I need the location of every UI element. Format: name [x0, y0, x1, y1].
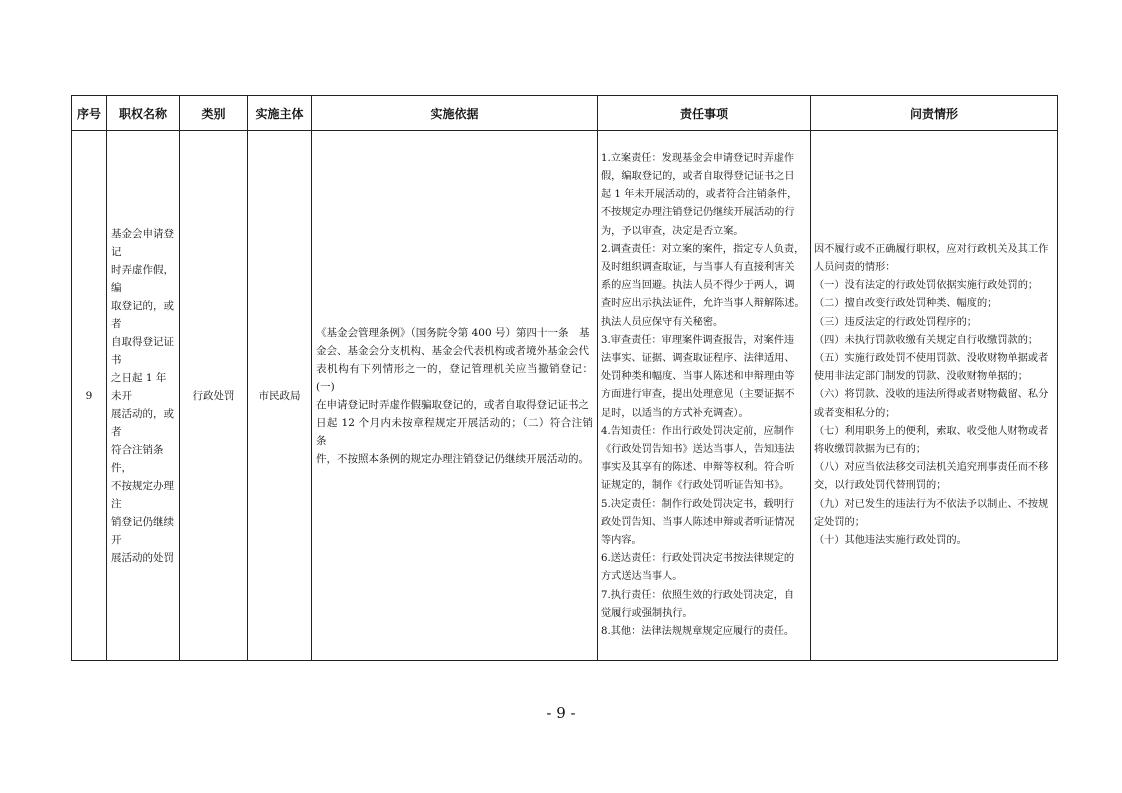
- accountability-line: （十）其他违法实施行政处罚的。: [814, 535, 967, 547]
- accountability-line: 使用非法定部门制发的罚款、没收财物单据的；: [814, 371, 1028, 383]
- duty-line: 觉履行或强制执行。: [601, 607, 693, 619]
- duty-line: 1.立案责任：发现基金会申请登记时弄虚作: [601, 152, 795, 164]
- duty-line: 《行政处罚告知书》送达当事人，告知违法: [601, 444, 795, 455]
- duty-line: 查时应出示执法证件，允许当事人辩解陈述。: [601, 298, 805, 310]
- header-subject: 实施主体: [248, 96, 312, 131]
- duty-line: 政处罚告知、当事人陈述申辩或者听证情况: [601, 516, 795, 528]
- duty-line: 证规定的，制作《行政处罚听证告知书》。: [601, 480, 790, 492]
- power-name-line: 之日起 1 年未开: [111, 371, 167, 402]
- duty-line: 2.调查责任：对立案的案件，指定专人负责，: [601, 243, 805, 255]
- header-basis: 实施依据: [312, 96, 598, 131]
- table-row: [72, 131, 1058, 661]
- header-name: 职权名称: [107, 96, 180, 131]
- power-name-cell: [107, 131, 180, 661]
- duty-line: 等内容。: [601, 535, 642, 547]
- duty-line: 事实及其享有的陈述、申辩等权利。符合听: [601, 462, 795, 474]
- power-name-line: 不按规定办理注: [111, 479, 174, 510]
- duty-line: 方式送达当事人。: [601, 571, 683, 583]
- accountability-line: 将收缴罚款据为已有的；: [814, 444, 927, 455]
- power-name-line: 时弄虚作假，编: [111, 263, 174, 294]
- duty-line: 方面进行审查，提出处理意见（主要证据不: [601, 389, 795, 401]
- accountability-line: （三）违反法定的行政处罚程序的；: [814, 316, 977, 328]
- header-category: 类别: [180, 96, 248, 131]
- header-row: [72, 96, 1058, 131]
- accountability-line: （四）未执行罚款收缴有关规定自行收缴罚款的；: [814, 334, 1039, 346]
- basis-line: 表机构有下列情形之一的，登记管理机关应当撤销登记：(一): [316, 362, 593, 393]
- duty-line: 3.审查责任：审理案件调查报告，对案件违: [601, 334, 795, 346]
- basis-cell: [312, 131, 598, 661]
- power-name-line: 展活动的处罚: [111, 551, 174, 564]
- duty-line: 不按规定办理注销登记仍继续开展活动的行: [601, 207, 795, 219]
- duty-line: 为，予以审查，决定是否立案。: [601, 225, 744, 237]
- accountability-line: （七）利用职务上的便利，索取、收受他人财物或者: [814, 425, 1049, 437]
- accountability-line: 定处罚的；: [814, 516, 865, 528]
- accountability-line: 人员问责的情形：: [814, 261, 896, 273]
- accountability-line: （五）实施行政处罚不使用罚款、没收财物单据或者: [814, 352, 1049, 364]
- duty-line: 8.其他：法律法规规章规定应履行的责任。: [601, 626, 795, 638]
- accountability-line: （八）对应当依法移交司法机关追究刑事责任而不移: [814, 462, 1049, 474]
- accountability-line: 交，以行政处罚代替刑罚的；: [814, 480, 947, 492]
- basis-line: 件，不按照本条例的规定办理注销登记仍继续开展活动的。: [316, 452, 589, 465]
- power-name-line: 销登记仍继续开: [111, 515, 174, 546]
- duty-line: 7.执行责任：依照生效的行政处罚决定，自: [601, 589, 795, 601]
- accountability-line: （六）将罚款、没收的违法所得或者财物截留、私分: [814, 389, 1049, 401]
- basis-line: 《基金会管理条例》（国务院令第 400 号）第四十一条 基: [316, 326, 590, 339]
- accountability-cell: [811, 131, 1058, 661]
- accountability-line: 或者变相私分的；: [814, 407, 896, 419]
- duty-line: 执法人员应保守有关秘密。: [601, 316, 724, 328]
- category-cell: 行政处罚: [180, 131, 248, 661]
- basis-line: 在申请登记时弄虚作假骗取登记的，或者自取得登记证书之: [316, 398, 589, 411]
- duty-line: 足时，以适当的方式补充调查）。: [601, 407, 749, 419]
- power-name-line: 符合注销条件，: [111, 443, 164, 474]
- accountability-line: 因不履行或不正确履行职权，应对行政机关及其工作: [814, 243, 1049, 255]
- header-accountability: 问责情形: [811, 96, 1058, 131]
- accountability-line: （九）对已发生的违法行为不依法予以制止、不按规: [814, 498, 1049, 510]
- basis-line: 日起 12 个月内未按章程规定开展活动的；（二）符合注销条: [316, 416, 593, 447]
- duty-line: 起 1 年未开展活动的，或者符合注销条件，: [601, 189, 798, 201]
- subject-cell: 市民政局: [248, 131, 312, 661]
- basis-line: 金会、基金会分支机构、基金会代表机构或者境外基金会代: [316, 344, 589, 357]
- power-name-line: 自取得登记证书: [111, 335, 174, 366]
- accountability-line: （二）擅自改变行政处罚种类、幅度的；: [814, 298, 998, 310]
- accountability-line: （一）没有法定的行政处罚依据实施行政处罚的；: [814, 280, 1039, 292]
- duty-line: 及时组织调查取证，与当事人有直接利害关: [601, 261, 795, 273]
- duty-line: 法事实、证据、调查取证程序、法律适用、: [601, 352, 795, 364]
- duty-line: 4.告知责任：作出行政处罚决定前，应制作: [601, 425, 795, 437]
- header-duty: 责任事项: [598, 96, 811, 131]
- duty-line: 系的应当回避。执法人员不得少于两人，调: [601, 280, 795, 292]
- power-name-line: 基金会申请登记: [111, 227, 174, 258]
- duty-line: 5.决定责任：制作行政处罚决定书，载明行: [601, 498, 795, 510]
- duty-line: 6.送达责任：行政处罚决定书按法律规定的: [601, 553, 795, 565]
- duty-line: 处罚种类和幅度、当事人陈述和申辩理由等: [601, 371, 795, 383]
- duty-line: 假，编取登记的，或者自取得登记证书之日: [601, 170, 795, 182]
- row-number: 9: [72, 131, 107, 661]
- power-name-line: 取登记的，或者: [111, 299, 174, 330]
- power-name-line: 展活动的，或者: [111, 407, 174, 438]
- duty-cell: [598, 131, 811, 661]
- page-number: - 9 -: [546, 704, 576, 722]
- power-responsibility-table: [71, 95, 1058, 661]
- header-no: 序号: [72, 96, 107, 131]
